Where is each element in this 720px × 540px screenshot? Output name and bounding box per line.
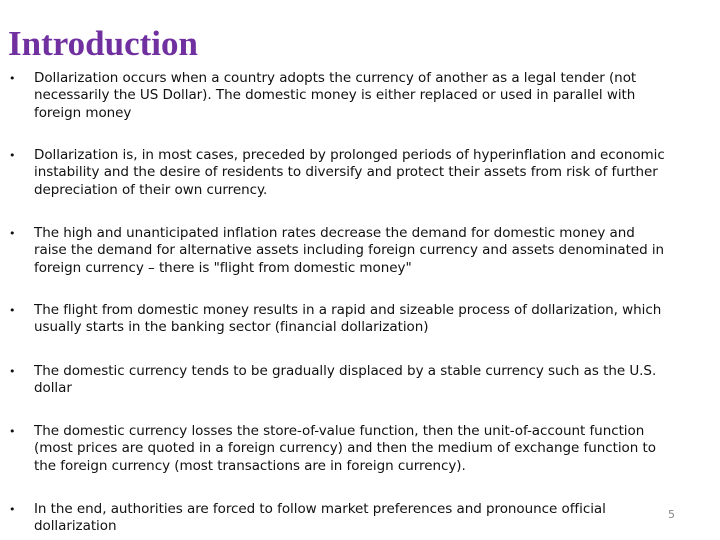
bullet-text: Dollarization occurs when a country adopts the currency of another as a legal tender (not necessarily the US Dollar). The domestic money is either replaced or used in parallel with foreign money (34, 70, 637, 121)
bullet-text: The flight from domestic money results in a rapid and sizeable process of dollarization, which usually starts in the banking sector (financial dollarization) (34, 302, 662, 336)
bullet-marker: • (9, 365, 16, 378)
bullet-marker: • (9, 304, 16, 317)
bullet-marker: • (9, 503, 16, 516)
bullet-text: The domestic currency losses the store-of-value function, then the unit-of-account function (most prices are quoted in a foreign currency) and then the medium of exchange function to the foreign currency (most transactions are in foreign currency). (34, 423, 656, 474)
bullet-text: The domestic currency tends to be gradually displaced by a stable currency such as the U.S. dollar (34, 363, 657, 397)
bullet-marker: • (9, 227, 16, 240)
bullet-marker: • (9, 149, 16, 162)
slide-title: Introduction (8, 24, 198, 63)
bullet-text: Dollarization is, in most cases, preceded by prolonged periods of hyperinflation and economic instability and the desire of residents to diversify and protect their assets from risk of further depreciation of their own currency. (34, 147, 665, 198)
bullet-marker: • (9, 425, 16, 438)
bullet-text: In the end, authorities are forced to follow market preferences and pronounce official dollarization (34, 501, 606, 535)
bullet-marker: • (9, 72, 16, 85)
slide-number: 5 (668, 508, 675, 521)
bullet-text: The high and unanticipated inflation rates decrease the demand for domestic money and raise the demand for alternative assets including foreign currency and assets denominated in foreign currency – there is "flight from domestic money" (34, 225, 665, 276)
